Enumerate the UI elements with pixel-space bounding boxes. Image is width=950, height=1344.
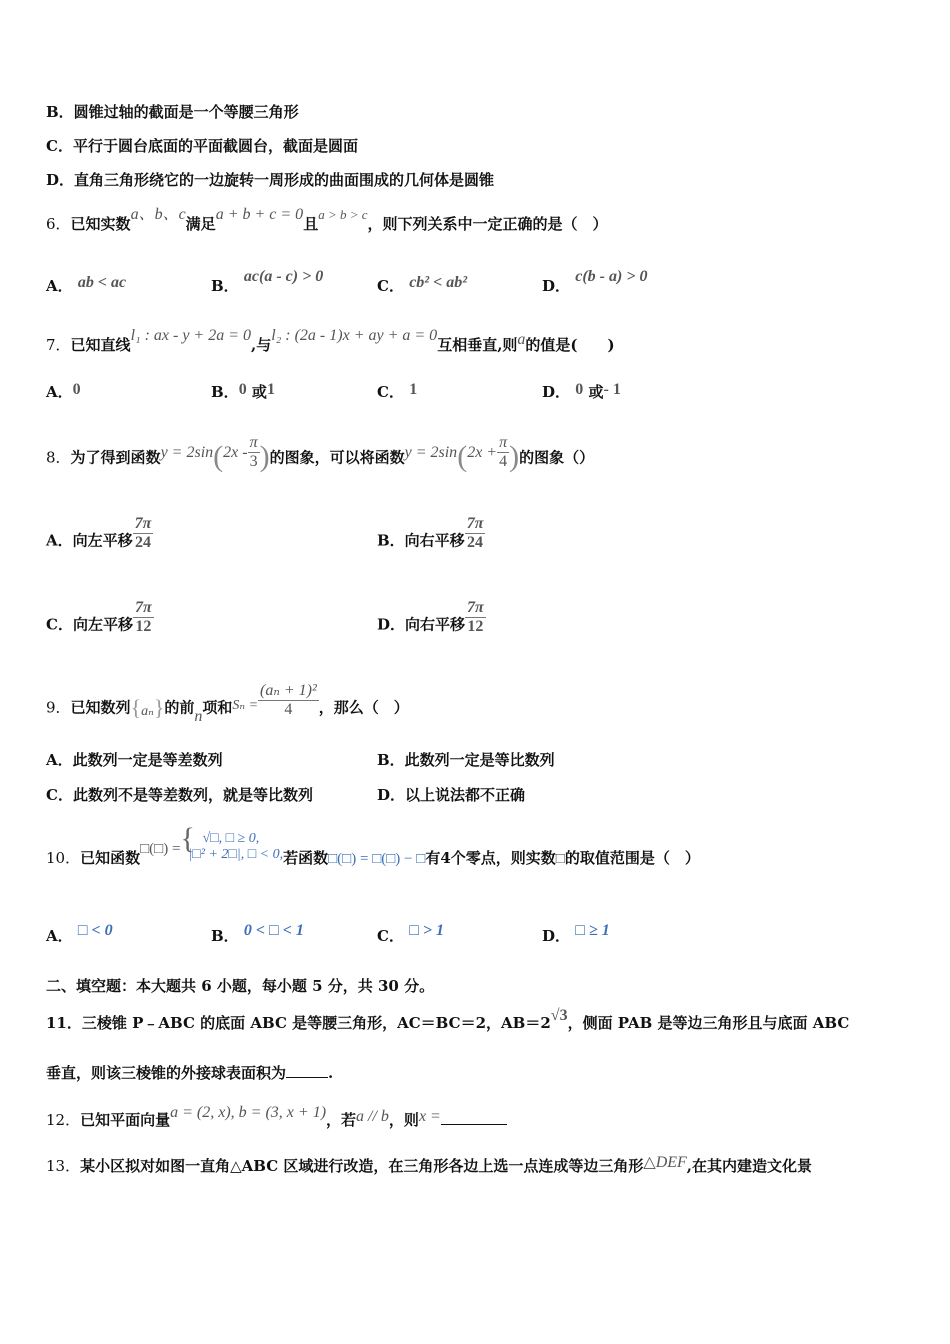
q8-func-1-den: 3 — [249, 453, 258, 470]
q8-option-b-den: 24 — [467, 534, 484, 551]
q6-option-d-label: D． — [542, 277, 571, 295]
q10-text-5: 的取值范围是（ ） — [564, 849, 700, 867]
q9-math-3: Sₙ = — [232, 697, 259, 713]
q12-number: 12． — [46, 1111, 81, 1129]
q10-text-4: 个零点，则实数 — [450, 849, 556, 867]
q8-option-a-label: A．向左平移 — [46, 531, 133, 550]
q8-option-b-num: 7π — [466, 515, 484, 532]
q8-func-2-den: 4 — [499, 453, 508, 470]
q9-option-d: D．以上说法都不正确 — [377, 786, 526, 804]
q13-math-1: △DEF — [643, 1154, 687, 1171]
q8-number: 8． — [46, 448, 71, 467]
q7-option-b-or: 或 — [251, 383, 267, 401]
q6-text-4: ，则下列关系中一定正确的是（ ） — [367, 215, 608, 233]
q7-text-1: 已知直线 — [70, 336, 131, 354]
q7-option-b-math-1: 0 — [238, 381, 247, 398]
q6-text-1: 已知实数 — [70, 215, 131, 233]
q7-option-a-label: A． — [46, 383, 73, 401]
q12-math-1: a = (2, x), b = (3, x + 1) — [170, 1104, 327, 1121]
q6-option-a-label: A． — [46, 277, 73, 295]
q10-option-c-math: □ > 1 — [409, 922, 444, 939]
q7-number: 7． — [46, 336, 71, 354]
q7-option-d-label: D． — [542, 383, 571, 401]
q6-option-b — [211, 268, 324, 297]
q7-option-a — [46, 382, 81, 403]
q10-option-a — [46, 922, 113, 947]
q12-text-1: 已知平面向量 — [80, 1111, 171, 1129]
q8-func-1-arg: 2x - — [223, 443, 248, 461]
q10-option-d-math: □ ≥ 1 — [575, 922, 610, 939]
q10-option-a-label: A． — [46, 927, 73, 945]
q8-stem — [46, 434, 595, 480]
q6-stem — [46, 206, 608, 235]
q10-text-1: 已知函数 — [80, 849, 141, 867]
q11-answer-blank[interactable] — [286, 1077, 328, 1078]
q13-text-2: ,在其内建造文化景 — [686, 1157, 813, 1175]
q5-option-c: C．平行于圆台底面的平面截圆台，截面是圆面 — [46, 137, 358, 155]
q8-func-1-rparen: ) — [259, 439, 270, 473]
q7-option-c — [377, 382, 417, 403]
q8-func-2-rparen: ) — [509, 439, 520, 473]
q8-option-c-label: C．向左平移 — [46, 615, 133, 634]
q12-math-3: x = — [418, 1108, 441, 1125]
q6-option-a-math: ab < ac — [77, 274, 127, 291]
q7-option-d — [542, 382, 621, 403]
q10-option-b-math: 0 < □ < 1 — [243, 922, 304, 939]
q10-number: 10． — [46, 849, 81, 867]
q9-math-2: n — [194, 707, 203, 725]
q11-line-1 — [46, 1007, 850, 1034]
q12-text-2: ，若 — [326, 1111, 357, 1129]
q7-option-a-math: 0 — [72, 381, 81, 398]
q8-func-2-lparen: ( — [457, 439, 468, 473]
q10-count: 4 — [440, 849, 451, 867]
q9-text-2: 的前 — [164, 698, 195, 717]
q5-option-d: D．直角三角形绕它的一边旋转一周形成的曲面围成的几何体是圆锥 — [46, 171, 495, 189]
q8-option-a-fraction — [133, 515, 154, 552]
q10-option-a-math: □ < 0 — [77, 922, 113, 939]
q12-stem — [46, 1104, 507, 1131]
q11-sqrt: √3 — [550, 1007, 568, 1024]
q9-text-4: ，那么（ ） — [318, 698, 409, 717]
q10-function-def: □(□) = — [140, 841, 181, 857]
q6-option-b-label: B． — [211, 277, 239, 295]
q10-option-d — [542, 922, 610, 947]
q10-option-b — [211, 922, 304, 947]
q6-text-2: 满足 — [185, 215, 216, 233]
q8-func-2-fraction — [497, 434, 509, 471]
q10-piecewise — [180, 822, 284, 863]
q10-text-3: 有 — [425, 849, 441, 867]
q8-option-c — [46, 599, 154, 644]
q9-fraction — [258, 682, 319, 719]
q8-option-c-fraction — [133, 599, 154, 636]
q7-option-c-math: 1 — [409, 381, 418, 398]
q7-option-b-label: B． — [211, 383, 239, 401]
q13-stem — [46, 1156, 812, 1177]
q8-text-2: 的图象，可以将函数 — [269, 448, 405, 467]
q10-case-1: √□, □ ≥ 0, — [202, 831, 260, 846]
q11-text-1: 11．三棱锥 P﹣ABC 的底面 ABC 是等腰三角形，AC＝BC＝2，AB＝2 — [46, 1014, 551, 1032]
q7-option-d-or: 或 — [588, 383, 604, 401]
q7-math-3: a — [517, 331, 526, 348]
q8-option-a-den: 24 — [135, 534, 151, 551]
q9-fraction-den: 4 — [284, 701, 293, 718]
q8-option-d-label: D．向右平移 — [377, 615, 466, 634]
q6-option-c-math: cb² < ab² — [409, 274, 467, 291]
q6-math-1: a、b、c — [130, 206, 186, 223]
q8-option-a-num: 7π — [134, 515, 152, 532]
q8-func-2-num: π — [499, 434, 508, 451]
q8-func-2-prefix: y = 2sin — [404, 443, 458, 461]
q13-number: 13． — [46, 1157, 81, 1175]
q7-stem — [46, 327, 615, 356]
q8-option-d-num: 7π — [467, 599, 484, 616]
q7-option-b — [211, 382, 275, 403]
q8-option-d-den: 12 — [467, 618, 484, 635]
q8-option-d-fraction — [465, 599, 486, 636]
q7-option-c-label: C． — [377, 383, 404, 401]
q9-seq-rbrace: } — [153, 694, 165, 720]
q8-option-b-fraction — [465, 515, 486, 552]
q6-math-2: a + b + c = 0 — [215, 206, 304, 223]
q9-fraction-num: (aₙ + 1)² — [260, 682, 317, 699]
q10-case-2: |□² + 2□|, □ < 0, — [188, 847, 284, 862]
q6-option-b-math: ac(a - c) > 0 — [243, 268, 324, 285]
q8-func-2-arg: 2x + — [467, 443, 498, 461]
q8-option-b — [377, 515, 485, 560]
q7-math-1: l₁ : ax - y + 2a = 0 — [130, 327, 252, 344]
q9-text-3: 项和 — [202, 698, 233, 717]
q11-text-3: 垂直，则该三棱锥的外接球表面积为 — [46, 1064, 287, 1082]
q10-option-b-label: B． — [211, 927, 239, 945]
q8-text-3: 的图象（） — [519, 448, 595, 467]
q10-stem — [46, 822, 700, 883]
q11-line-2 — [46, 1063, 333, 1083]
q8-func-1-lparen: ( — [213, 439, 224, 473]
section-2-title: 二、填空题：本大题共 6 小题，每小题 5 分，共 30 分。 — [46, 977, 435, 995]
q5-option-b: B．圆锥过轴的截面是一个等腰三角形 — [46, 103, 299, 121]
q12-math-2: a // b — [356, 1108, 389, 1125]
q6-option-d — [542, 268, 648, 297]
q9-math-1: aₙ — [141, 703, 154, 719]
q6-text-3: 且 — [303, 215, 319, 233]
q9-number: 9． — [46, 698, 71, 717]
q13-text-1: 某小区拟对如图一直角△ABC 区域进行改造，在三角形各边上选一点连成等边三角形 — [80, 1157, 644, 1175]
q7-text-3: 互相垂直,则 — [437, 336, 518, 354]
q6-option-c — [377, 276, 467, 297]
q6-math-3: a > b > c — [318, 207, 368, 222]
q9-option-b: B．此数列一定是等比数列 — [377, 751, 555, 769]
q11-text-2: ，侧面 PAB 是等边三角形且与底面 ABC — [567, 1014, 850, 1032]
q9-text-1: 已知数列 — [70, 698, 131, 717]
q9-option-a: A．此数列一定是等差数列 — [46, 751, 223, 769]
q7-text-2: ,与 — [251, 336, 272, 354]
q9-stem — [46, 682, 409, 730]
q6-option-c-label: C． — [377, 277, 404, 295]
q10-option-c-label: C． — [377, 927, 404, 945]
q9-option-c: C．此数列不是等差数列，就是等比数列 — [46, 786, 313, 804]
q8-option-b-label: B．向右平移 — [377, 531, 465, 550]
q12-answer-blank[interactable] — [441, 1124, 507, 1125]
q8-option-d — [377, 599, 486, 644]
q7-option-d-math-1: 0 — [575, 381, 584, 398]
q8-option-c-num: 7π — [134, 599, 152, 616]
q8-option-a — [46, 515, 153, 560]
q12-text-3: ，则 — [388, 1111, 419, 1129]
q8-text-1: 为了得到函数 — [70, 448, 161, 467]
q10-g-def: □(□) = □(□) − □ — [328, 851, 426, 867]
q7-option-d-math-2: - 1 — [603, 381, 621, 398]
q11-text-end: . — [328, 1064, 334, 1082]
q8-func-1-prefix: y = 2sin — [160, 443, 214, 461]
q8-func-1-fraction — [248, 434, 260, 471]
q10-param-box: □ — [555, 851, 565, 867]
q7-math-2: l₂ : (2a - 1)x + ay + a = 0 — [271, 327, 438, 344]
q8-func-1-num: π — [249, 434, 258, 451]
q8-option-c-den: 12 — [135, 618, 152, 635]
q6-option-a — [46, 276, 126, 297]
q7-text-4: 的值是( ) — [525, 336, 615, 354]
q6-option-d-math: c(b - a) > 0 — [575, 268, 648, 285]
q9-seq-lbrace: { — [130, 694, 142, 720]
q10-piecewise-brace: { — [180, 822, 195, 855]
q7-option-b-math-2: 1 — [266, 381, 275, 398]
q6-number: 6． — [46, 215, 71, 233]
q10-text-2: 若函数 — [283, 849, 329, 867]
q10-option-d-label: D． — [542, 927, 571, 945]
q10-option-c — [377, 922, 444, 947]
